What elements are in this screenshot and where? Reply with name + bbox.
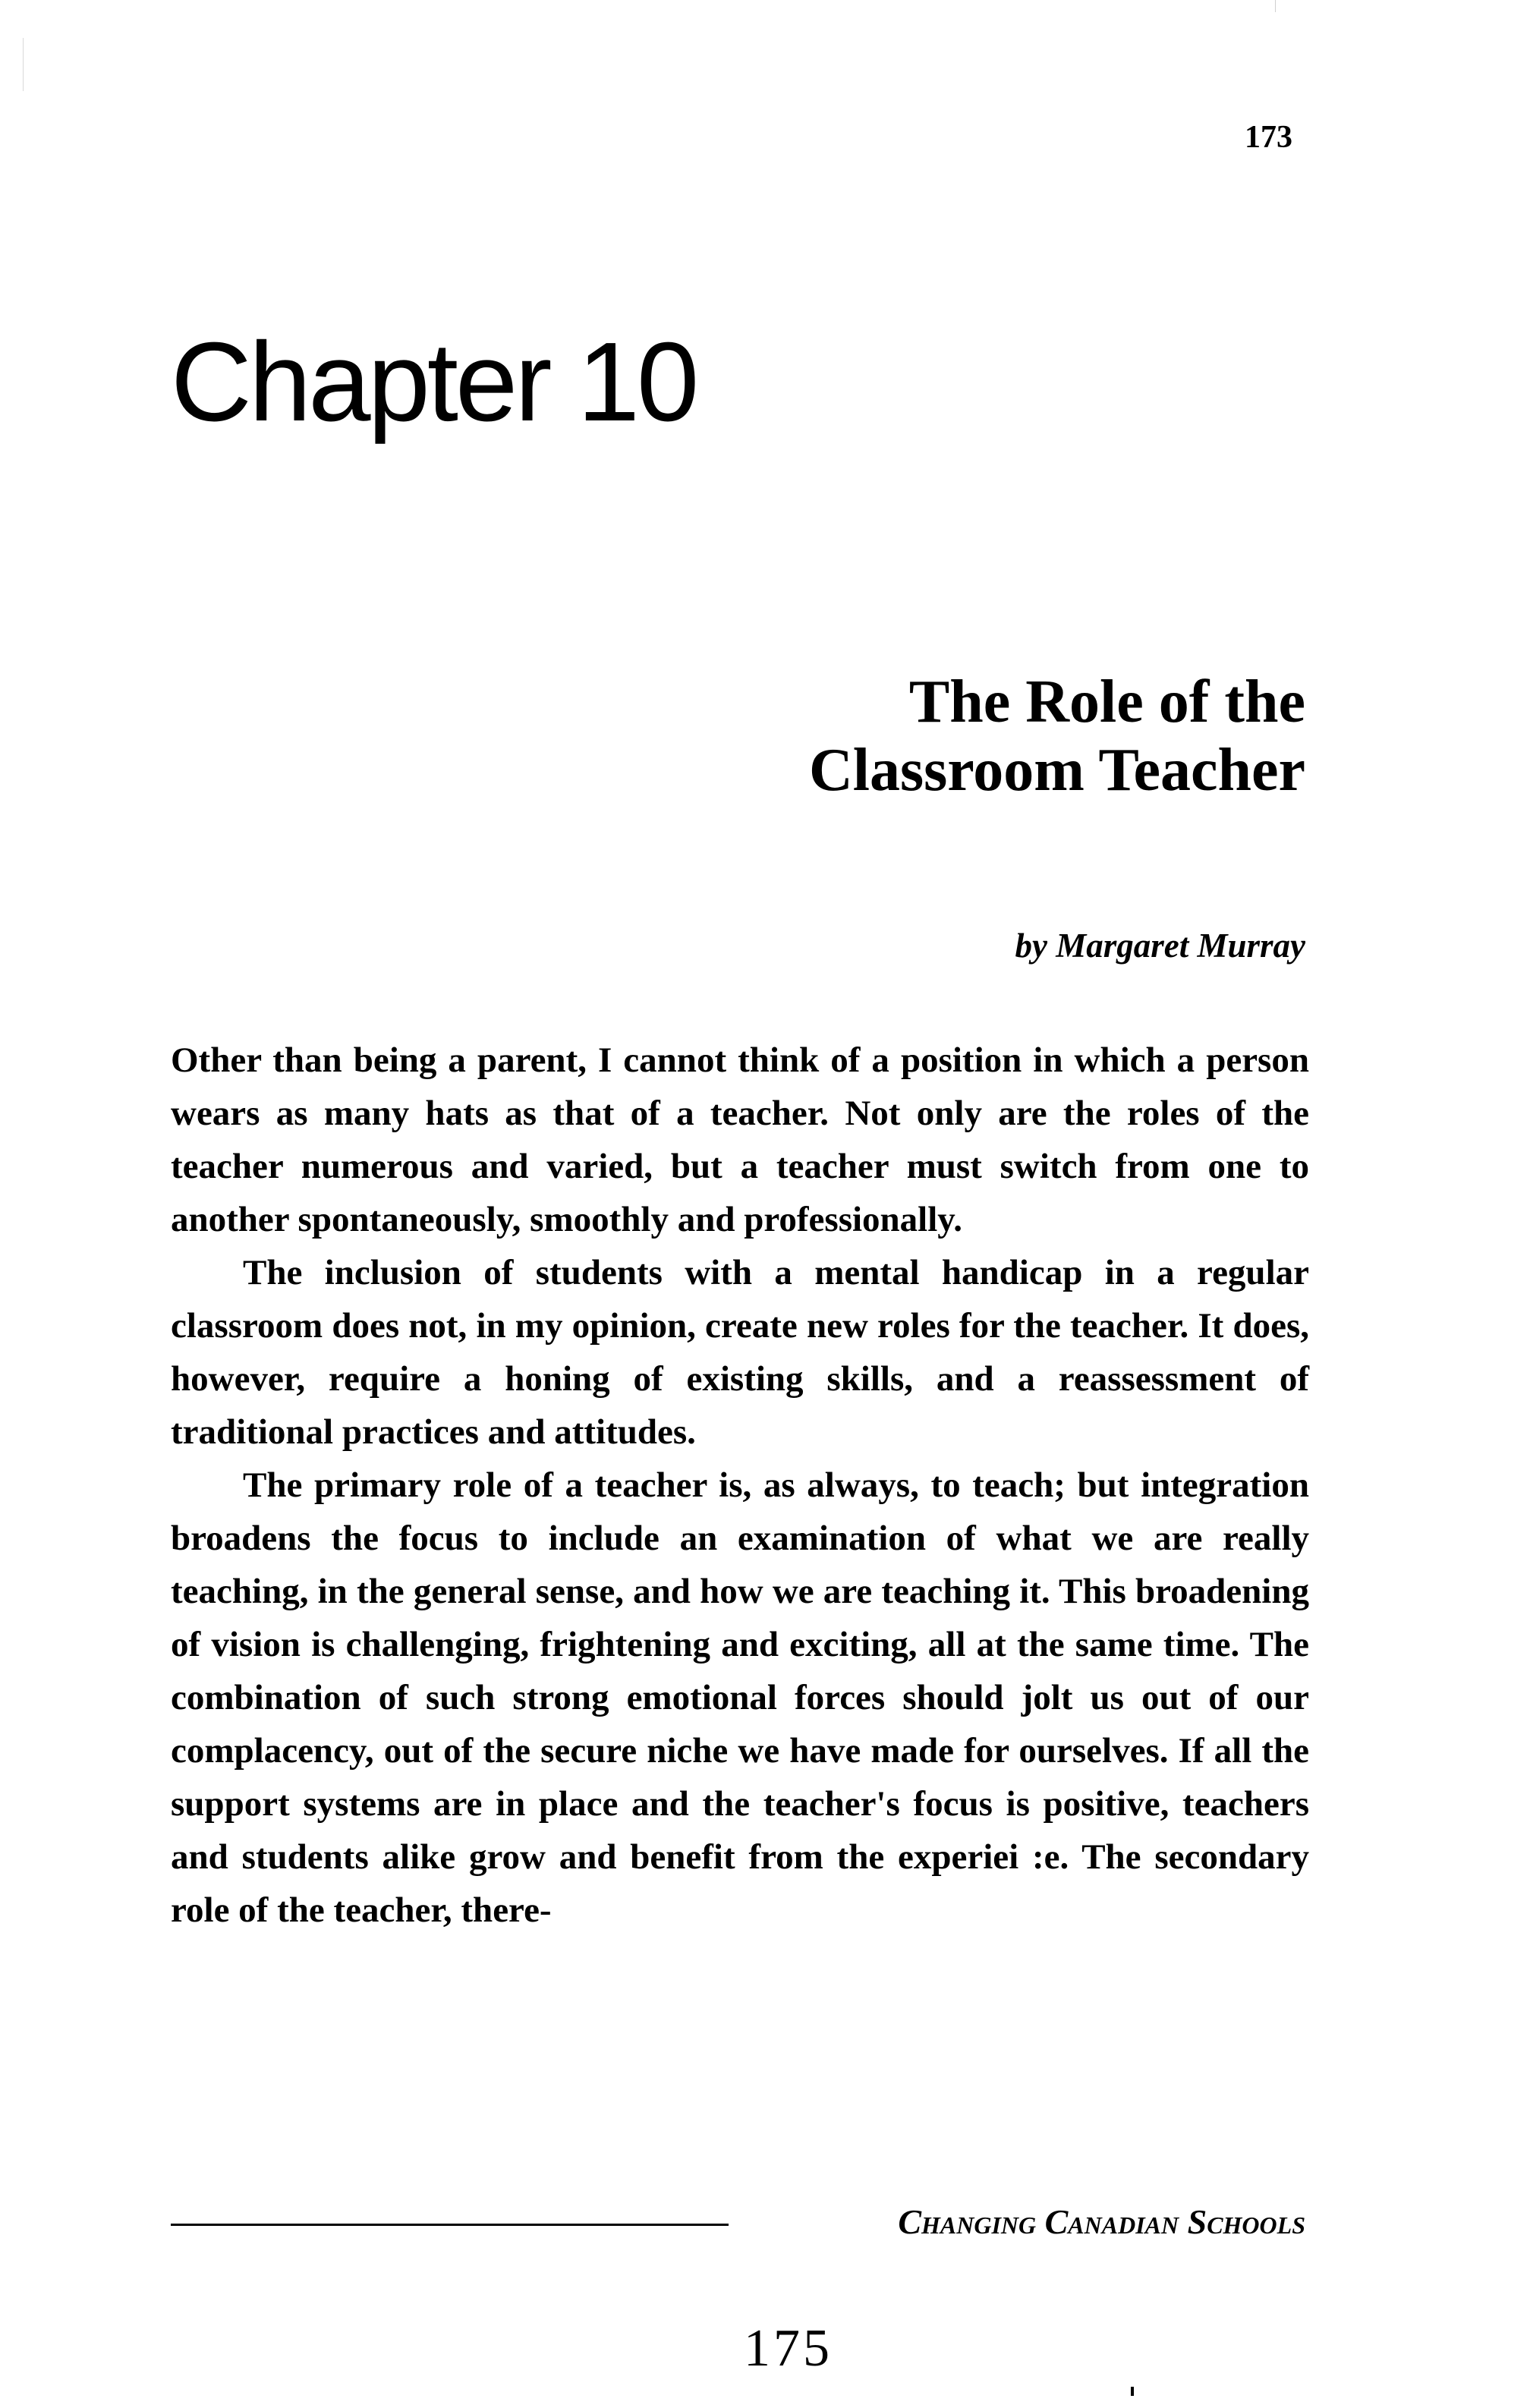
chapter-title: Chapter 10 bbox=[171, 319, 697, 445]
paragraph-2: The inclusion of students with a mental handicap in a regular classroom does not, in my opinion, create new roles for the teacher. It does, however, require a honing of existing skills, and a reassessment of traditional practices and attitudes. bbox=[171, 1253, 1309, 1452]
footer-book-title: Changing Canadian Schools bbox=[898, 2202, 1305, 2241]
top-page-number: 173 bbox=[1245, 120, 1292, 155]
bottom-page-number: 175 bbox=[744, 2319, 833, 2378]
scan-edge-mark-top bbox=[1275, 0, 1276, 12]
article-title: The Role of the Classroom Teacher bbox=[808, 669, 1305, 804]
body-text bbox=[171, 1034, 1309, 1937]
scan-edge-mark bbox=[23, 38, 24, 91]
paragraph-1: Other than being a parent, I cannot think of a position in which a person wears as many hats as that of a teacher. Not only are the roles of the teacher numerous and varied, but a teacher must switch from one to another spontaneously, smoothly and professionally. bbox=[171, 1040, 1309, 1239]
author-byline: by Margaret Murray bbox=[1015, 927, 1305, 965]
scan-speck bbox=[1131, 2387, 1134, 2396]
footer-rule bbox=[171, 2224, 729, 2226]
paragraph-3: The primary role of a teacher is, as always, to teach; but integration broadens the focus to include an examination of what we are really teaching, in the general sense, and how we are teaching it. This broadening of vision is challenging, frightening and exciting, all at the same time. The combination of such strong emotional forces should jolt us out of our complacency, out of the secure niche we have made for ourselves. If all the support systems are in place and the teacher's focus is positive, teachers and students alike grow and benefit from the experiei :e. The secondary role of the teacher, there- bbox=[171, 1465, 1309, 1930]
